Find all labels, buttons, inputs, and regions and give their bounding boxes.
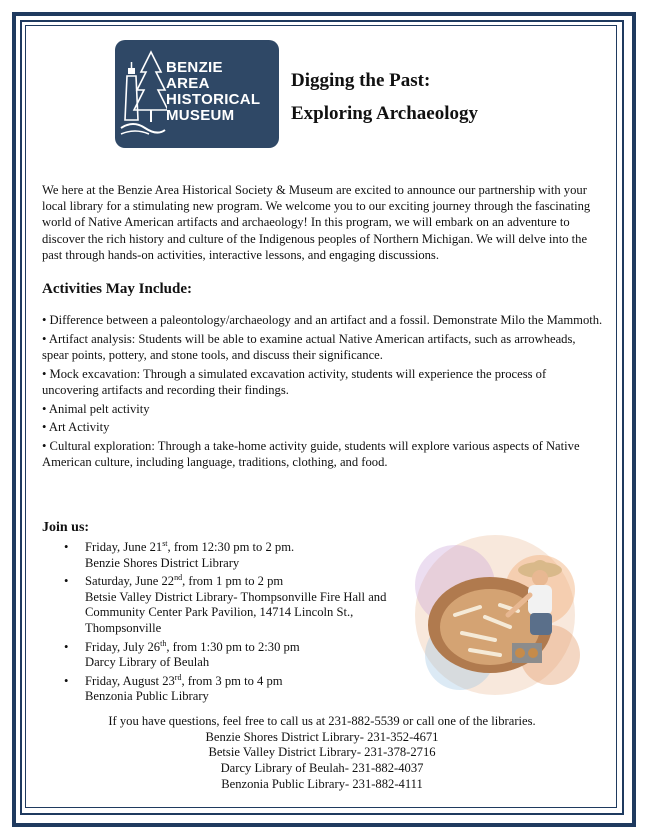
intro-paragraph: We here at the Benzie Area Historical Society & Museum are excited to announce our partnership with your local library for a stimulating new program. We welcome you to our exciting journey through the fascinating world of Native American artifacts and archaeology! In this program, we will embark on an adventure to discover the rich history and culture of the Indigenous peoples of Northern Michigan. We will delve into the past through hands-on activities, interactive lessons, and engaging discussions.: [42, 183, 591, 262]
activity-item: • Art Activity: [42, 420, 110, 435]
logo-line: HISTORICAL: [166, 91, 261, 108]
logo-line: BENZIE: [166, 59, 223, 76]
archaeologist-illustration: [400, 515, 590, 700]
contact-block: [42, 714, 602, 793]
activities-list: [42, 312, 604, 473]
museum-logo: [115, 40, 279, 148]
activity-item: • Artifact analysis: Students will be able to examine actual Native American artifacts, such as arrowheads, spear points, pottery, and stone tools, and discuss their significance.: [42, 331, 576, 362]
contact-line: Darcy Library of Beulah- 231-882-4037: [220, 761, 424, 776]
title-line-1: Digging the Past:: [291, 70, 431, 91]
logo-line: MUSEUM: [166, 107, 235, 124]
contact-line: Benzonia Public Library- 231-882-4111: [221, 776, 423, 791]
join-heading: Join us:: [42, 520, 90, 535]
logo-line: AREA: [166, 75, 210, 92]
event-place: Betsie Valley District Library- Thompsonville Fire Hall and Community Center Park Pavilion, 14714 Lincoln St., Thompsonville: [85, 589, 387, 635]
event-item: [62, 574, 412, 636]
event-date: Friday, June 21st, from 12:30 pm to 2 pm.: [85, 538, 295, 554]
contact-intro: If you have questions, feel free to call us at 231-882-5539 or call one of the libraries.: [108, 714, 536, 728]
bullet-icon: •: [64, 673, 69, 688]
activity-item: • Animal pelt activity: [42, 401, 150, 416]
event-place: Benzie Shores District Library: [85, 555, 240, 570]
activity-item: • Difference between a paleontology/archaeology and an artifact and a fossil. Demonstrate Milo the Mammoth.: [42, 313, 603, 327]
event-place: Benzonia Public Library: [85, 689, 209, 704]
logo-wordmark: [166, 60, 260, 124]
event-item: [62, 674, 412, 705]
event-date: Saturday, June 22nd, from 1 pm to 2 pm: [85, 573, 284, 589]
event-item: [62, 540, 412, 571]
activity-item: • Mock excavation: Through a simulated excavation activity, students will experience the process of uncovering artifacts and recording their findings.: [42, 366, 547, 397]
page-title: [291, 64, 478, 130]
lighthouse-tree-icon: [119, 48, 167, 140]
bullet-icon: •: [64, 574, 69, 589]
bullet-icon: •: [64, 540, 69, 554]
event-place: Darcy Library of Beulah: [85, 655, 210, 670]
activities-heading: Activities May Include:: [42, 281, 192, 297]
event-date: Friday, July 26th, from 1:30 pm to 2:30 pm: [85, 638, 300, 654]
contact-line: Benzie Shores District Library- 231-352-4671: [205, 729, 439, 744]
activity-item: • Cultural exploration: Through a take-home activity guide, students will explore various aspects of Native American culture, including language, traditions, clothing, and food.: [42, 438, 580, 470]
events-list: [62, 540, 412, 708]
bullet-icon: •: [64, 639, 69, 654]
event-date: Friday, August 23rd, from 3 pm to 4 pm: [85, 672, 283, 688]
title-line-2: Exploring Archaeology: [291, 103, 479, 124]
event-item: [62, 640, 412, 671]
contact-line: Betsie Valley District Library- 231-378-2716: [208, 745, 436, 760]
